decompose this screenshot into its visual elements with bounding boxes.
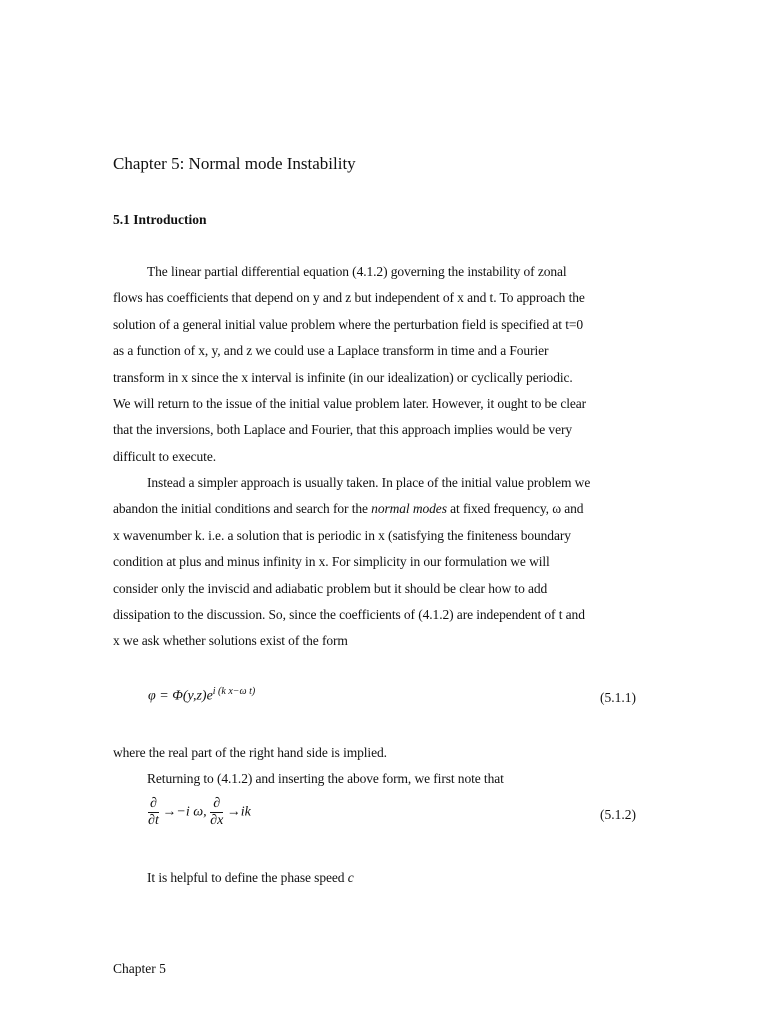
text-segment: at fixed frequency, ω and — [446, 501, 584, 517]
partial-x-fraction — [210, 796, 223, 829]
paragraph-after-eq1 — [113, 740, 633, 793]
section-heading: 5.1 Introduction — [113, 212, 207, 227]
partial-t-fraction — [148, 796, 159, 829]
equation-number: (5.1.2) — [600, 807, 636, 822]
paragraph-line: x wavenumber k. i.e. a solution that is periodic in x (satisfying the finiteness boundary — [113, 527, 571, 543]
paragraph-line: difficult to execute. — [113, 448, 216, 464]
italic-term: c — [347, 870, 354, 885]
paragraph-line: The linear partial differential equation (4.1.2) governing the instability of zonal — [147, 264, 567, 279]
equation-body — [148, 796, 251, 829]
equation-5-1-2 — [113, 796, 653, 836]
paragraph-line: as a function of x, y, and z we could use a Laplace transform in time and a Fourier — [113, 343, 549, 359]
paragraph-1 — [113, 259, 633, 470]
equation-exponent: i (k x−ω t) — [212, 686, 256, 697]
fraction-numerator: ∂ — [150, 796, 157, 811]
equation-5-1-1 — [113, 686, 653, 726]
paragraph-line: condition at plus and minus infinity in x. For simplicity in our formulation we will — [113, 554, 550, 570]
paragraph-line: Instead a simpler approach is usually taken. In place of the initial value problem we — [147, 475, 591, 490]
paragraph-line: flows has coefficients that depend on y and z but independent of x and t. To approach the — [113, 290, 585, 306]
equation-term: →−i ω, — [162, 804, 207, 820]
text-segment: It is helpful to define the phase speed — [147, 870, 348, 885]
italic-term: normal modes — [371, 501, 447, 517]
paragraph-line: We will return to the issue of the initial value problem later. However, it ought to be clear — [113, 395, 587, 411]
fraction-denominator: ∂t — [148, 813, 159, 828]
fraction-denominator: ∂x — [210, 813, 224, 828]
equation-term: →ik — [226, 804, 251, 820]
paragraph-line — [113, 865, 633, 891]
equation-body — [148, 686, 255, 705]
paragraph-line: solution of a general initial value problem where the perturbation field is specified at t=0 — [113, 316, 584, 332]
paragraph-line: Returning to (4.1.2) and inserting the above form, we first note that — [147, 771, 504, 787]
fraction-numerator: ∂ — [210, 796, 223, 813]
paragraph-line: where the real part of the right hand side is implied. — [113, 745, 387, 760]
paragraph-2 — [113, 470, 633, 655]
text-segment: abandon the initial conditions and search for the — [113, 501, 372, 517]
paragraph-line: dissipation to the discussion. So, since the coefficients of (4.1.2) are independent of t and — [113, 606, 585, 622]
paragraph-line: x we ask whether solutions exist of the form — [113, 633, 348, 649]
paragraph-4 — [113, 865, 633, 891]
paragraph-line — [113, 496, 633, 522]
paragraph-line: transform in x since the x interval is infinite (in our idealization) or cyclically periodic. — [113, 369, 573, 385]
equation-number: (5.1.1) — [600, 690, 636, 705]
page-footer: Chapter 5 — [113, 961, 166, 976]
paragraph-line: consider only the inviscid and adiabatic problem but it should be clear how to add — [113, 580, 548, 596]
chapter-title: Chapter 5: Normal mode Instability — [113, 154, 356, 173]
paragraph-line: that the inversions, both Laplace and Fourier, that this approach implies would be very — [113, 422, 573, 438]
equation-lhs: φ = Φ(y,z)e — [148, 688, 213, 704]
